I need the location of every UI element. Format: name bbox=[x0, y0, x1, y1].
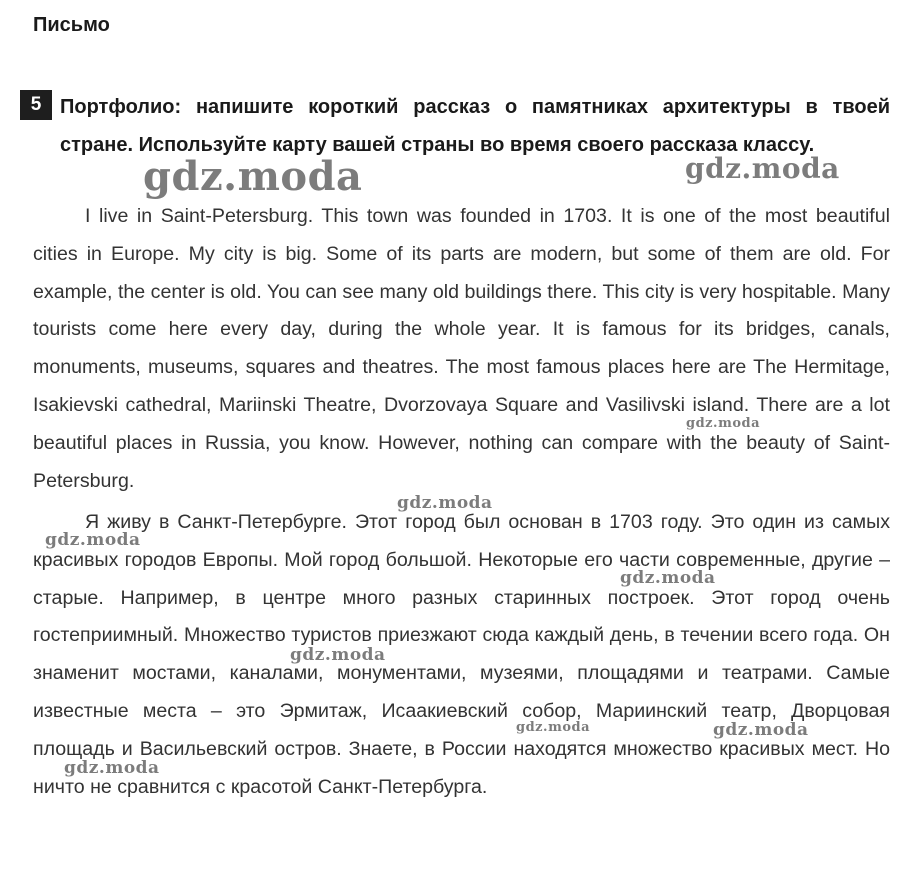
task-instruction: Портфолио: напишите короткий рассказ о памятниках архитектуры в твоей стране. Используйте карту вашей страны во время своего рассказа классу. bbox=[60, 96, 890, 156]
watermark: gdz.moda bbox=[143, 153, 363, 200]
watermark: gdz.moda bbox=[397, 493, 493, 513]
answer-russian: Я живу в Санкт-Петербурге. Этот город был основан в 1703 году. Это один из самых красивых городов Европы. Мой город большой. Некоторые его части современные, другие – старые. Например, в центре много разных старинных построек. Этот город очень гостеприимный. Множество туристов приезжают сюда каждый день, в течении всего года. Он знаменит мостами, каналами, монументами, музеями, площадями и театрами. Самые известные места – это Эрмитаж, Исаакиевский собор, Мариинский театр, Дворцовая площадь и Васильевский остров. Знаете, в России находятся множество красивых мест. Но ничто не сравнится с красотой Санкт-Петербурга. bbox=[33, 511, 890, 798]
task-number-badge: 5 bbox=[20, 90, 52, 120]
watermark: gdz.moda bbox=[685, 152, 840, 185]
watermark: gdz.moda bbox=[45, 530, 141, 550]
watermark: gdz.moda bbox=[290, 645, 386, 665]
section-title: Письмо bbox=[33, 14, 110, 36]
watermark: gdz.moda bbox=[64, 758, 160, 778]
watermark: gdz.moda bbox=[713, 720, 809, 740]
watermark: gdz.moda bbox=[686, 416, 761, 431]
watermark: gdz.moda bbox=[620, 568, 716, 588]
answer-english: I live in Saint-Petersburg. This town was founded in 1703. It is one of the most beautiful cities in Europe. My city is big. Some of its parts are modern, but some of them are old. For example, the center is old. You can see many old buildings there. This city is very hospitable. Many tourists come here every day, during the whole year. It is famous for its bridges, canals, monuments, museums, squares and theatres. The most famous places here are The Hermitage, Isakievski cathedral, Mariinski Theatre, Dvorzovaya Square and Vasilivski island. There are a lot beautiful places in Russia, you know. However, nothing can compare with the beauty of Saint-Petersburg. bbox=[33, 205, 890, 492]
watermark: gdz.moda bbox=[516, 720, 591, 735]
